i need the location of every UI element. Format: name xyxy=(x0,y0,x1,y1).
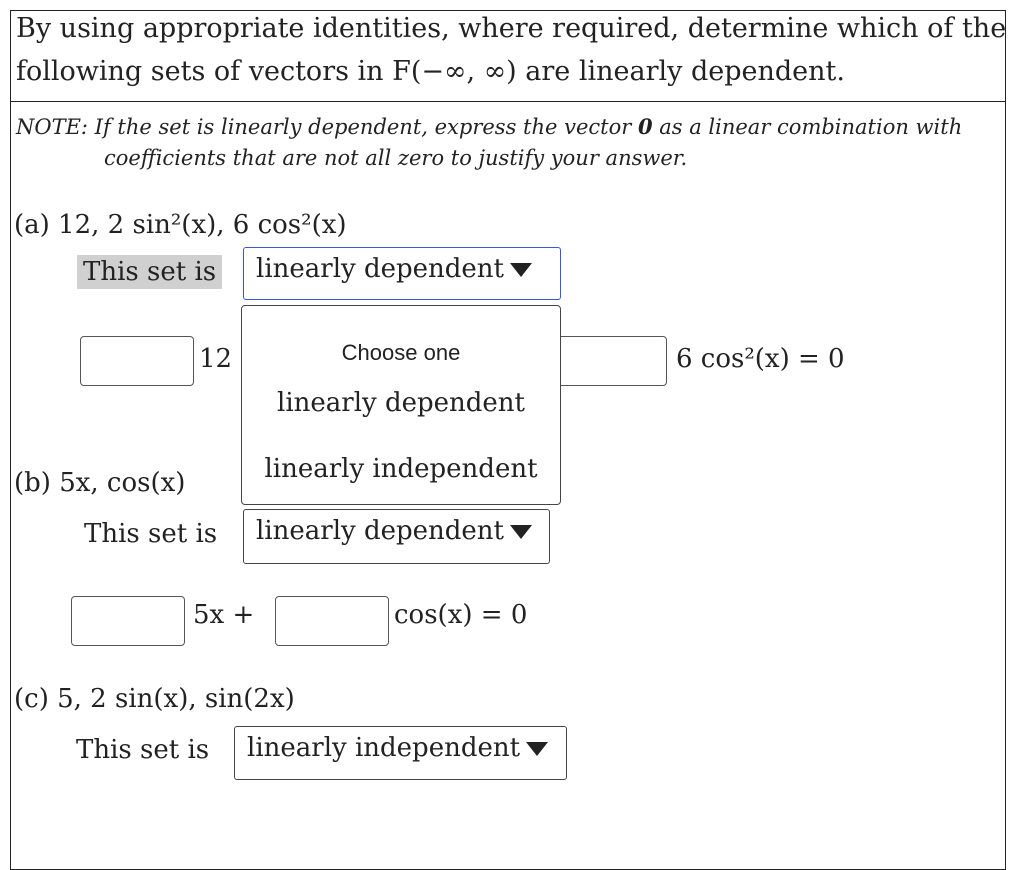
part-a-select[interactable]: linearly dependent xyxy=(243,247,561,300)
part-c-title: (c) 5, 2 sin(x), sin(2x) xyxy=(14,684,295,714)
part-a-title: (a) 12, 2 sin²(x), 6 cos²(x) xyxy=(14,210,347,240)
note-line-2: coefficients that are not all zero to justify your answer. xyxy=(104,146,688,170)
dropdown-option-independent[interactable]: linearly independent xyxy=(264,454,538,484)
part-a-dropdown-menu xyxy=(241,305,561,505)
part-b-coef1-input[interactable] xyxy=(71,596,185,646)
dropdown-header: Choose one xyxy=(341,340,461,365)
part-b-set-label: This set is xyxy=(84,519,218,549)
part-a-eq-tail: 6 cos²(x) = 0 xyxy=(676,344,845,374)
dropdown-option-dependent[interactable]: linearly dependent xyxy=(277,388,525,418)
question-line-2: following sets of vectors in F(−∞, ∞) are linearly dependent. xyxy=(16,56,845,87)
part-a-coef3-input[interactable] xyxy=(555,336,667,386)
part-c-set-label: This set is xyxy=(76,735,210,765)
part-b-eq-tail: cos(x) = 0 xyxy=(394,600,528,630)
zero-vector: 0 xyxy=(637,114,653,139)
chevron-down-icon xyxy=(526,742,548,756)
part-b-coef2-input[interactable] xyxy=(275,596,389,646)
part-b-select[interactable]: linearly dependent xyxy=(243,509,550,564)
question-line-1: By using appropriate identities, where required, determine which of the xyxy=(16,13,1007,44)
chevron-down-icon xyxy=(510,263,532,277)
chevron-down-icon xyxy=(510,525,532,539)
divider xyxy=(10,101,1006,102)
part-b-term1: 5x + xyxy=(193,600,255,630)
part-b-title: (b) 5x, cos(x) xyxy=(14,468,186,498)
part-c-select[interactable]: linearly independent xyxy=(234,726,567,780)
part-a-term1: 12 xyxy=(199,344,233,374)
part-a-set-label: This set is xyxy=(77,255,222,289)
part-a-coef1-input[interactable] xyxy=(80,336,194,386)
note-line-1: NOTE: If the set is linearly dependent, express the vector 0 as a linear combination with xyxy=(16,114,963,139)
